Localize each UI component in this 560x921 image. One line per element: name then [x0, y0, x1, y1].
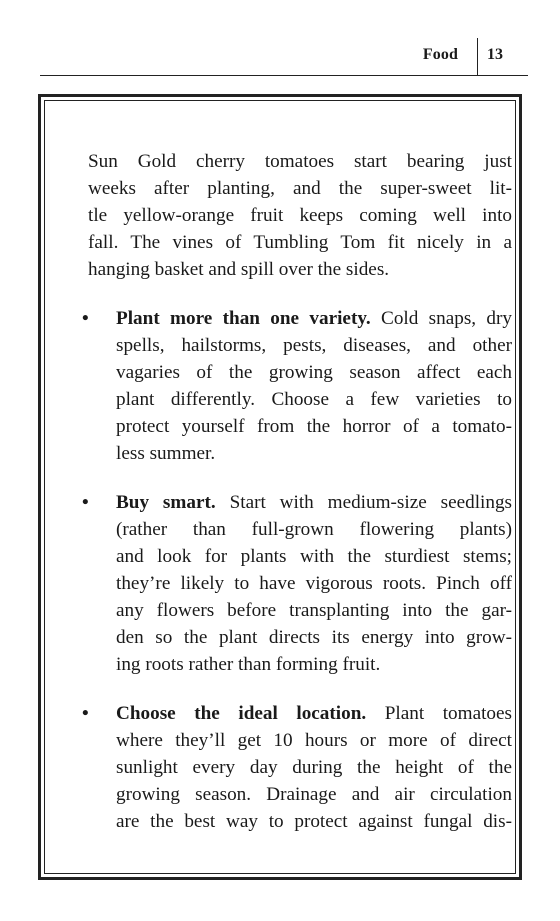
text-line: fall. The vines of Tumbling Tom fit nicely in a [88, 232, 512, 253]
sidebar-content [70, 148, 512, 857]
text-line: any flowers before transplanting into the gar- [116, 600, 512, 621]
bullet-item-location [70, 700, 512, 835]
intro-paragraph [70, 148, 512, 283]
bullet-heading: Buy smart. [116, 492, 216, 513]
text-line: ing roots rather than forming fruit. [116, 654, 381, 675]
text-line: where they’ll get 10 hours or more of direct [116, 730, 512, 751]
text-line [116, 305, 512, 332]
bullet-text: Start with medium-size seedlings [229, 492, 513, 513]
bullet-icon: • [82, 703, 89, 724]
text-line: sunlight every day during the height of the [116, 757, 512, 778]
text-line: they’re likely to have vigorous roots. Pinch off [116, 573, 512, 594]
bullet-text: Cold snaps, dry [381, 308, 513, 329]
bullet-icon: • [82, 492, 89, 513]
text-line: protect yourself from the horror of a tomato- [116, 416, 512, 437]
section-title: Food [422, 46, 458, 63]
text-line: Sun Gold cherry tomatoes start bearing just [88, 151, 512, 172]
bullet-item-varieties [70, 305, 512, 467]
text-line: are the best way to protect against fungal dis- [116, 811, 512, 832]
text-line: growing season. Drainage and air circulation [116, 784, 512, 805]
header-divider [477, 38, 478, 75]
text-line: den so the plant directs its energy into grow- [116, 627, 512, 648]
running-header [40, 30, 528, 76]
text-line: plant differently. Choose a few varieties to [116, 389, 512, 410]
text-line: spells, hailstorms, pests, diseases, and other [116, 335, 512, 356]
text-line: hanging basket and spill over the sides. [88, 259, 390, 280]
text-line: less summer. [116, 443, 216, 464]
text-line: vagaries of the growing season affect each [116, 362, 512, 383]
bullet-icon: • [82, 308, 89, 329]
text-line [116, 489, 512, 516]
text-line: weeks after planting, and the super-sweet lit- [88, 178, 512, 199]
text-line: and look for plants with the sturdiest stems; [116, 546, 512, 567]
bullet-item-buy-smart [70, 489, 512, 678]
bullet-heading: Choose the ideal location. [116, 703, 367, 724]
text-line [116, 700, 512, 727]
page-number: 13 [487, 46, 503, 63]
bullet-text: Plant tomatoes [384, 703, 512, 724]
text-line: tle yellow-orange fruit keeps coming well into [88, 205, 512, 226]
bullet-heading: Plant more than one variety. [116, 308, 371, 329]
text-line: (rather than full-grown flowering plants) [116, 519, 512, 540]
